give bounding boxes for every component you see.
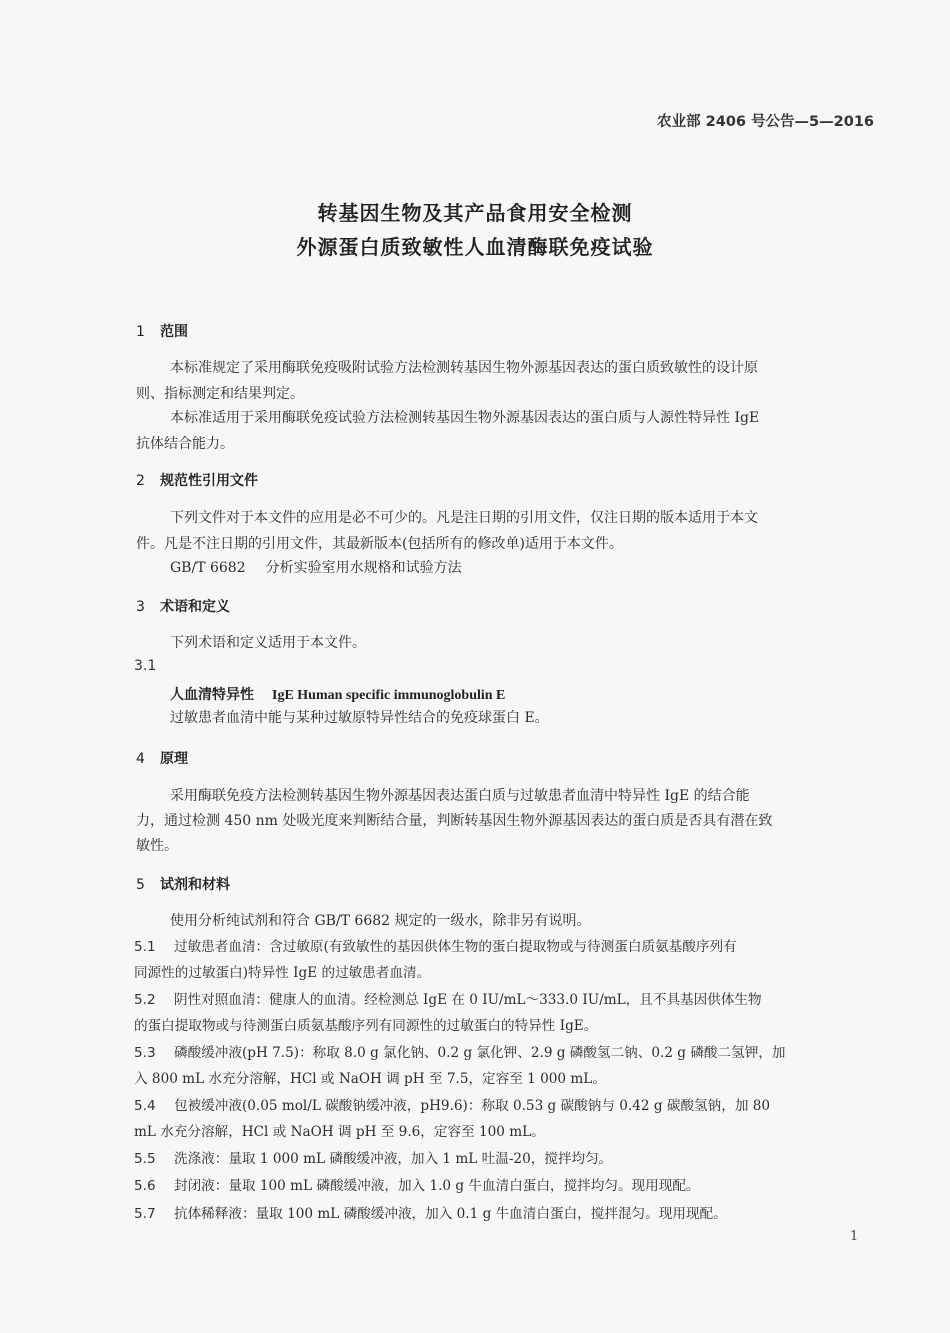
paragraph-line: 件。凡是不注日期的引用文件，其最新版本(包括所有的修改单)适用于本文件。	[136, 536, 623, 552]
item-text: 洗涤液：量取 1 000 mL 磷酸缓冲液，加入 1 mL 吐温-20，搅拌均匀。	[174, 1151, 613, 1167]
item-number: 5.6	[134, 1178, 156, 1194]
list-item	[134, 1173, 700, 1199]
title-line-1: 转基因生物及其产品食用安全检测	[317, 201, 633, 225]
paragraph-line: 本标准适用于采用酶联免疫试验方法检测转基因生物外源基因表达的蛋白质与人源性特异性 IgE	[170, 410, 760, 426]
section-number: 1	[136, 324, 145, 340]
list-item	[134, 1146, 612, 1172]
term-english: IgE Human specific immunoglobulin E	[272, 688, 506, 703]
paragraph-line: 下列文件对于本文件的应用是必不可少的。凡是注日期的引用文件，仅注日期的版本适用于本文	[170, 510, 758, 526]
item-number: 5.3	[134, 1045, 156, 1061]
item-number: 5.5	[134, 1151, 156, 1167]
section-5-heading	[136, 874, 230, 894]
subsection-number: 3.1	[134, 658, 157, 674]
section-number: 5	[136, 877, 145, 893]
section-3-heading	[136, 596, 230, 616]
item-text: 抗体稀释液：量取 100 mL 磷酸缓冲液，加入 0.1 g 牛血清白蛋白，搅拌混匀。现用现配。	[174, 1206, 727, 1222]
section-2-heading	[136, 470, 258, 490]
paragraph-line: 力，通过检测 450 nm 处吸光度来判断结合量，判断转基因生物外源基因表达的蛋白质是否具有潜在致	[136, 813, 773, 829]
section-4-heading	[136, 748, 188, 768]
paragraph-line: 下列术语和定义适用于本文件。	[170, 635, 366, 651]
section-title: 原理	[160, 751, 188, 767]
paragraph-line: 使用分析纯试剂和符合 GB/T 6682 规定的一级水，除非另有说明。	[170, 913, 591, 929]
reference-code: GB/T 6682	[170, 560, 246, 576]
paragraph-line: 本标准规定了采用酶联免疫吸附试验方法检测转基因生物外源基因表达的蛋白质致敏性的设计原	[170, 360, 758, 376]
list-item-continuation: 的蛋白提取物或与待测蛋白质氨基酸序列有同源性的过敏蛋白的特异性 IgE。	[134, 1018, 598, 1034]
section-title: 规范性引用文件	[160, 473, 258, 489]
item-number: 5.4	[134, 1098, 156, 1114]
item-number: 5.1	[134, 939, 156, 955]
term-chinese: 人血清特异性	[170, 687, 254, 703]
page-number: 1	[850, 1229, 859, 1244]
list-item-continuation: mL 水充分溶解，HCl 或 NaOH 调 pH 至 9.6，定容至 100 mL。	[134, 1124, 545, 1140]
reference-title: 分析实验室用水规格和试验方法	[265, 560, 462, 576]
section-title: 范围	[160, 324, 188, 340]
list-item	[134, 987, 762, 1013]
section-title: 术语和定义	[160, 599, 230, 615]
paragraph-line: 则、指标测定和结果判定。	[136, 386, 304, 402]
term-heading	[170, 684, 505, 704]
item-text: 过敏患者血清：含过敏原(有致敏性的基因供体生物的蛋白提取物或与待测蛋白质氨基酸序列有	[174, 939, 737, 955]
section-number: 4	[136, 751, 145, 767]
list-item	[134, 1040, 786, 1066]
standard-header: 农业部 2406 号公告—5—2016	[657, 114, 874, 130]
paragraph-line: 敏性。	[136, 838, 178, 854]
list-item	[134, 934, 737, 960]
paragraph-line: 抗体结合能力。	[136, 436, 234, 452]
paragraph-line: 采用酶联免疫方法检测转基因生物外源基因表达蛋白质与过敏患者血清中特异性 IgE 的结合能	[170, 788, 750, 804]
section-number: 2	[136, 473, 145, 489]
list-item-continuation: 同源性的过敏蛋白)特异性 IgE 的过敏患者血清。	[134, 965, 431, 981]
section-number: 3	[136, 599, 145, 615]
term-definition: 过敏患者血清中能与某种过敏原特异性结合的免疫球蛋白 E。	[170, 710, 549, 726]
section-title: 试剂和材料	[160, 877, 230, 893]
item-text: 磷酸缓冲液(pH 7.5)：称取 8.0 g 氯化钠、0.2 g 氯化钾、2.9 g 磷酸氢二钠、0.2 g 磷酸二氢钾，加	[174, 1045, 786, 1061]
normative-reference	[170, 557, 462, 577]
list-item	[134, 1093, 770, 1119]
item-text: 封闭液：量取 100 mL 磷酸缓冲液，加入 1.0 g 牛血清白蛋白，搅拌均匀。现用现配。	[174, 1178, 700, 1194]
list-item-continuation: 入 800 mL 水充分溶解，HCl 或 NaOH 调 pH 至 7.5，定容至 1 000 mL。	[134, 1071, 606, 1087]
item-number: 5.7	[134, 1206, 156, 1222]
title-line-2: 外源蛋白质致敏性人血清酶联免疫试验	[296, 235, 654, 259]
item-number: 5.2	[134, 992, 156, 1008]
item-text: 包被缓冲液(0.05 mol/L 碳酸钠缓冲液，pH9.6)：称取 0.53 g 碳酸钠与 0.42 g 碳酸氢钠，加 80	[174, 1098, 771, 1114]
section-1-heading	[136, 321, 188, 341]
list-item	[134, 1201, 727, 1227]
item-text: 阴性对照血清：健康人的血清。经检测总 IgE 在 0 IU/mL～333.0 IU/mL，且不具基因供体生物	[174, 992, 762, 1008]
